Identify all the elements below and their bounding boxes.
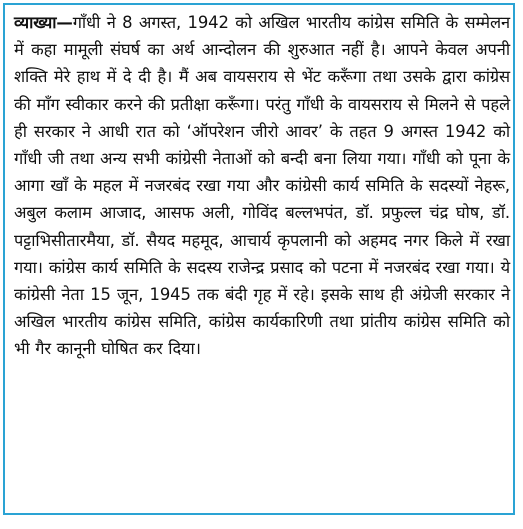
explanation-box [3,3,515,515]
explanation-body: गाँधी ने 8 अगस्त, 1942 को अखिल भारतीय कांग्रेस समिति के सम्मेलन में कहा मामूली संघर्ष का अर्थ आन्दोलन की शुरुआत नहीं है। आपने केवल अपनी शक्ति मेरे हाथ में दे दी है। मैं अब वायसराय से भेंट करूँगा तथा उसके द्वारा कांग्रेस की माँग स्वीकार करने की प्रतीक्षा करूँगा। परंतु गाँधी के वायसराय से मिलने से पहले ही सरकार ने आधी रात को ‘ऑपरेशन जीरो आवर’ के तहत 9 अगस्त 1942 को गाँधी जी तथा अन्य सभी कांग्रेसी नेताओं को बन्दी बना लिया गया। गाँधी को पूना के आगा खाँ के महल में नजरबंद रखा गया और कांग्रेसी कार्य समिति के सदस्यों नेहरू, अबुल कलाम आजाद, आसफ अली, गोविंद बल्लभपंत, डॉ. प्रफुल्ल चंद्र घोष, डॉ. पट्टाभिसीतारमैया, डॉ. सैयद महमूद, आचार्य कृपलानी को अहमद नगर किले में रखा गया। कांग्रेस कार्य समिति के सदस्य राजेन्द्र प्रसाद को पटना में नजरबंद रखा गया। ये कांग्रेसी नेता 15 जून, 1945 तक बंदी गृह में रहे। इसके साथ ही अंग्रेजी सरकार ने अखिल भारतीय कांग्रेस समिति, कांग्रेस कार्यकारिणी तथा प्रांतीय कांग्रेस समिति को भी गैर कानूनी घोषित कर दिया। [14,13,510,359]
cut-off-next-line [20,521,490,529]
explanation-paragraph [14,9,510,363]
explanation-label: व्याख्या— [14,13,73,32]
